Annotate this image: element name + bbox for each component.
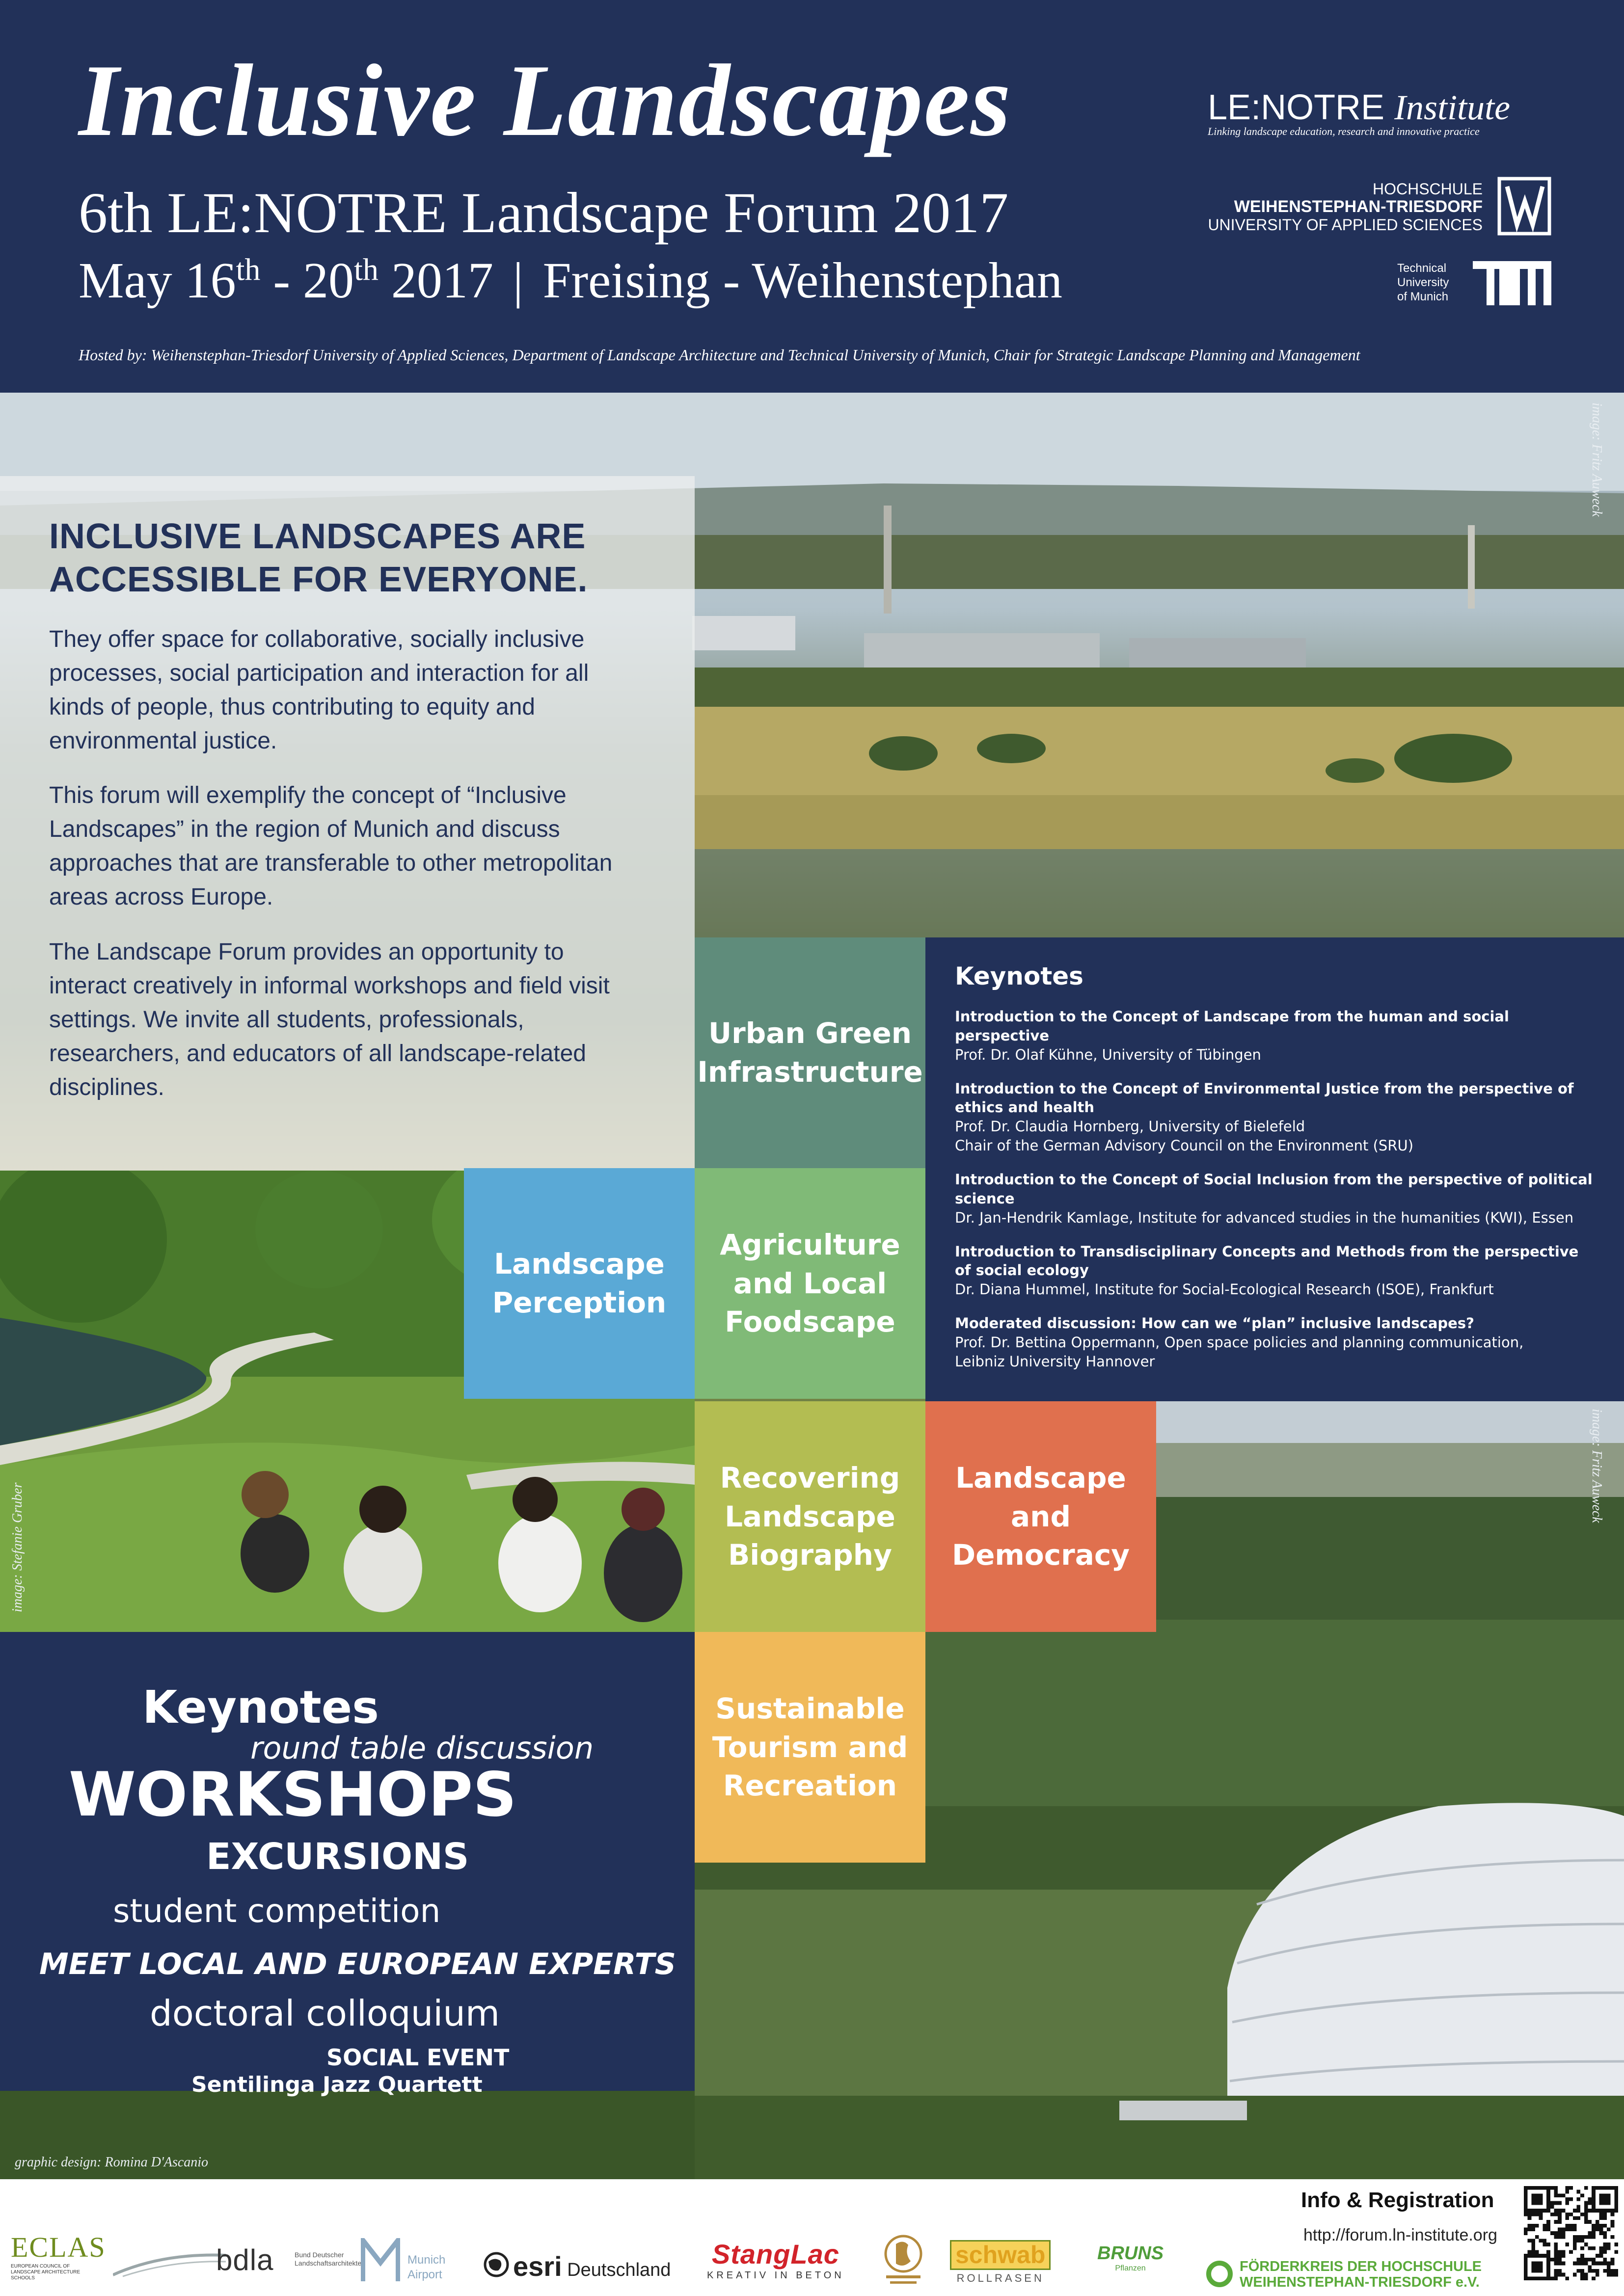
hswt-line-1: HOCHSCHULE bbox=[1372, 180, 1483, 198]
keynotes-list bbox=[955, 1007, 1595, 1371]
date-separator: | bbox=[513, 252, 523, 309]
esri-logo bbox=[513, 2250, 671, 2282]
program-student-competition: student competition bbox=[113, 1892, 441, 1930]
munich-line-1: Munich bbox=[407, 2253, 446, 2267]
bdla-sub-1: Bund Deutscher bbox=[295, 2251, 344, 2259]
bdla-sub-2: Landschaftsarchitekten bbox=[295, 2259, 365, 2267]
tile-sustainable-tourism: Sustainable Tourism and Recreation bbox=[695, 1632, 925, 1863]
keynote-title: Introduction to the Concept of Landscape from the human and social perspective bbox=[955, 1008, 1509, 1044]
foerderkreis-logo bbox=[1240, 2259, 1482, 2291]
lenotre-institute-logo bbox=[1208, 87, 1510, 128]
stanglac-logo bbox=[707, 2238, 844, 2281]
keynote-item bbox=[955, 1007, 1595, 1065]
keynote-speaker: Dr. Jan-Hendrik Kamlage, Institute for advanced studies in the humanities (KWI), Essen bbox=[955, 1209, 1574, 1226]
keynote-speaker: Prof. Dr. Olaf Kühne, University of Tübingen bbox=[955, 1046, 1261, 1063]
tum-logo-icon bbox=[1473, 261, 1551, 305]
keynotes-heading: Keynotes bbox=[955, 962, 1083, 990]
date-suffix-2: th bbox=[354, 252, 379, 287]
foerderkreis-line-1: FÖRDERKREIS DER HOCHSCHULE bbox=[1240, 2259, 1482, 2274]
landscape-photo-area bbox=[0, 393, 1624, 2179]
stanglac-name: StangLac bbox=[711, 2239, 839, 2269]
bruns-subtitle: Pflanzen bbox=[1115, 2264, 1146, 2272]
qr-code[interactable] bbox=[1524, 2186, 1618, 2280]
bdla-name: bdla bbox=[216, 2243, 274, 2276]
date-end: - 20 bbox=[260, 252, 354, 309]
esri-country: Deutschland bbox=[562, 2260, 671, 2280]
poster-subtitle: 6th LE:NOTRE Landscape Forum 2017 bbox=[79, 181, 1009, 245]
lenotre-name: LE:NOTRE bbox=[1208, 88, 1395, 127]
keynote-item bbox=[955, 1314, 1595, 1371]
schwab-subtitle: ROLLRASEN bbox=[956, 2272, 1044, 2284]
intro-paragraph-3: The Landscape Forum provides an opportunity to interact creatively in informal workshops and field visit settings. We invite all students, professionals, researchers, and educators of all landscape-related disciplines. bbox=[49, 938, 610, 1100]
keynotes-panel bbox=[925, 937, 1624, 1401]
keynote-title: Moderated discussion: How can we “plan” inclusive landscapes? bbox=[955, 1315, 1474, 1332]
event-place: Freising - Weihenstephan bbox=[542, 252, 1063, 309]
lenotre-tagline: Linking landscape education, research and innovative practice bbox=[1208, 125, 1480, 137]
image-credit-middle: image: Fritz Auweck bbox=[1589, 1409, 1604, 1523]
intro-heading-line-1: INCLUSIVE LANDSCAPES ARE bbox=[49, 517, 586, 556]
keynote-item bbox=[955, 1170, 1595, 1228]
date-suffix-1: th bbox=[236, 252, 261, 287]
bruns-logo bbox=[1097, 2243, 1164, 2273]
tile-landscape-democracy: Landscape and Democracy bbox=[925, 1401, 1156, 1632]
emblem-icon bbox=[881, 2234, 925, 2288]
program-roundtable: round table discussion bbox=[250, 1730, 594, 1766]
bdla-swoosh-icon bbox=[113, 2248, 226, 2277]
program-doctoral-colloquium: doctoral colloquium bbox=[150, 1993, 500, 2034]
hswt-logo-text bbox=[1208, 181, 1483, 234]
munich-line-2: Airport bbox=[407, 2268, 442, 2281]
tum-line-3: of Munich bbox=[1397, 290, 1449, 303]
program-experts: MEET LOCAL AND EUROPEAN EXPERTS bbox=[39, 1947, 676, 1981]
tum-line-2: University bbox=[1397, 275, 1449, 289]
esri-name: esri bbox=[513, 2251, 562, 2282]
tum-logo-text bbox=[1397, 262, 1449, 304]
bdla-logo bbox=[216, 2243, 273, 2277]
foerderkreis-circle-icon bbox=[1205, 2260, 1234, 2288]
keynote-item bbox=[955, 1079, 1595, 1155]
poster-title: Inclusive Landscapes bbox=[79, 44, 1012, 158]
intro-paragraph-2: This forum will exemplify the concept of “Inclusive Landscapes” in the region of Munich and discuss approaches that are transferable to other metropolitan areas across Europe. bbox=[49, 782, 613, 910]
keynote-item bbox=[955, 1242, 1595, 1300]
program-workshops: WORKSHOPS bbox=[69, 1760, 517, 1830]
tum-line-1: Technical bbox=[1397, 262, 1447, 275]
keynote-title: Introduction to the Concept of Social Inclusion from the perspective of political science bbox=[955, 1171, 1593, 1207]
intro-text-box bbox=[0, 476, 695, 1171]
graphic-design-credit: graphic design: Romina D'Ascanio bbox=[15, 2155, 209, 2170]
tile-landscape-perception: Landscape Perception bbox=[464, 1168, 695, 1399]
tile-urban-green-infrastructure: Urban Green Infrastructure bbox=[695, 937, 925, 1168]
tile-recovering-landscape-biography: Recovering Landscape Biography bbox=[695, 1401, 925, 1632]
munich-airport-text bbox=[407, 2253, 445, 2282]
keynote-speaker: Leibniz University Hannover bbox=[955, 1353, 1155, 1370]
intro-paragraph-1: They offer space for collaborative, socially inclusive processes, social participation and interaction for all kinds of people, thus contributing to equity and environmental justice. bbox=[49, 626, 589, 754]
sponsor-footer bbox=[0, 2179, 1624, 2296]
header-banner bbox=[0, 0, 1624, 393]
keynote-title: Introduction to the Concept of Environmental Justice from the perspective of ethics and health bbox=[955, 1080, 1574, 1116]
schwab-logo bbox=[950, 2240, 1051, 2285]
intro-heading bbox=[49, 515, 646, 602]
bruns-name: BRUNS bbox=[1097, 2243, 1164, 2264]
hosted-by-line: Hosted by: Weihenstephan-Triesdorf University of Applied Sciences, Department of Landscape Architecture and Technical University of Munich, Chair for Strategic Landscape Planning and Management bbox=[79, 346, 1360, 364]
date-start: May 16 bbox=[79, 252, 236, 309]
program-social-event: SOCIAL EVENT bbox=[326, 2044, 510, 2071]
keynote-speaker: Dr. Diana Hummel, Institute for Social-Ecological Research (ISOE), Frankfurt bbox=[955, 1281, 1494, 1298]
keynote-speaker: Prof. Dr. Claudia Hornberg, University of Bielefeld bbox=[955, 1118, 1305, 1135]
bdla-subtitle bbox=[295, 2251, 365, 2268]
program-box bbox=[0, 1632, 695, 2097]
event-date-place bbox=[79, 252, 1063, 309]
info-registration-heading: Info & Registration bbox=[1301, 2188, 1494, 2212]
image-credit-top: image: Fritz Auweck bbox=[1589, 402, 1604, 517]
stanglac-subtitle: KREATIV IN BETON bbox=[707, 2270, 844, 2281]
program-jazz: Sentilinga Jazz Quartett bbox=[191, 2072, 483, 2097]
esri-globe-icon bbox=[484, 2252, 509, 2277]
eclas-name: ECLAS bbox=[11, 2231, 106, 2263]
keynote-speaker: Prof. Dr. Bettina Oppermann, Open space policies and planning communication, bbox=[955, 1334, 1524, 1351]
eclas-logo bbox=[11, 2231, 106, 2281]
munich-airport-icon bbox=[361, 2238, 400, 2282]
schwab-name: schwab bbox=[950, 2240, 1051, 2270]
eclas-subtitle: EUROPEAN COUNCIL OF LANDSCAPE ARCHITECTURE SCHOOLS bbox=[11, 2264, 81, 2281]
keynote-title: Introduction to Transdisciplinary Concepts and Methods from the perspective of social ecology bbox=[955, 1243, 1579, 1279]
program-excursions: EXCURSIONS bbox=[206, 1836, 469, 1878]
hswt-logo-icon bbox=[1497, 177, 1551, 236]
program-keynotes: Keynotes bbox=[142, 1681, 379, 1734]
hswt-line-3: UNIVERSITY OF APPLIED SCIENCES bbox=[1208, 215, 1483, 234]
tile-agriculture-local-foodscape: Agriculture and Local Foodscape bbox=[695, 1168, 925, 1399]
hswt-line-2: WEIHENSTEPHAN-TRIESDORF bbox=[1234, 197, 1483, 216]
intro-heading-line-2: ACCESSIBLE FOR EVERYONE. bbox=[49, 560, 588, 599]
keynote-speaker: Chair of the German Advisory Council on the Environment (SRU) bbox=[955, 1137, 1414, 1154]
foerderkreis-line-2: WEIHENSTEPHAN-TRIESDORF e.V. bbox=[1240, 2274, 1480, 2291]
image-credit-park: image: Stefanie Gruber bbox=[10, 1482, 25, 1612]
info-registration-url[interactable]: http://forum.ln-institute.org bbox=[1303, 2226, 1497, 2244]
lenotre-institute: Institute bbox=[1394, 88, 1511, 127]
date-year: 2017 bbox=[378, 252, 493, 309]
